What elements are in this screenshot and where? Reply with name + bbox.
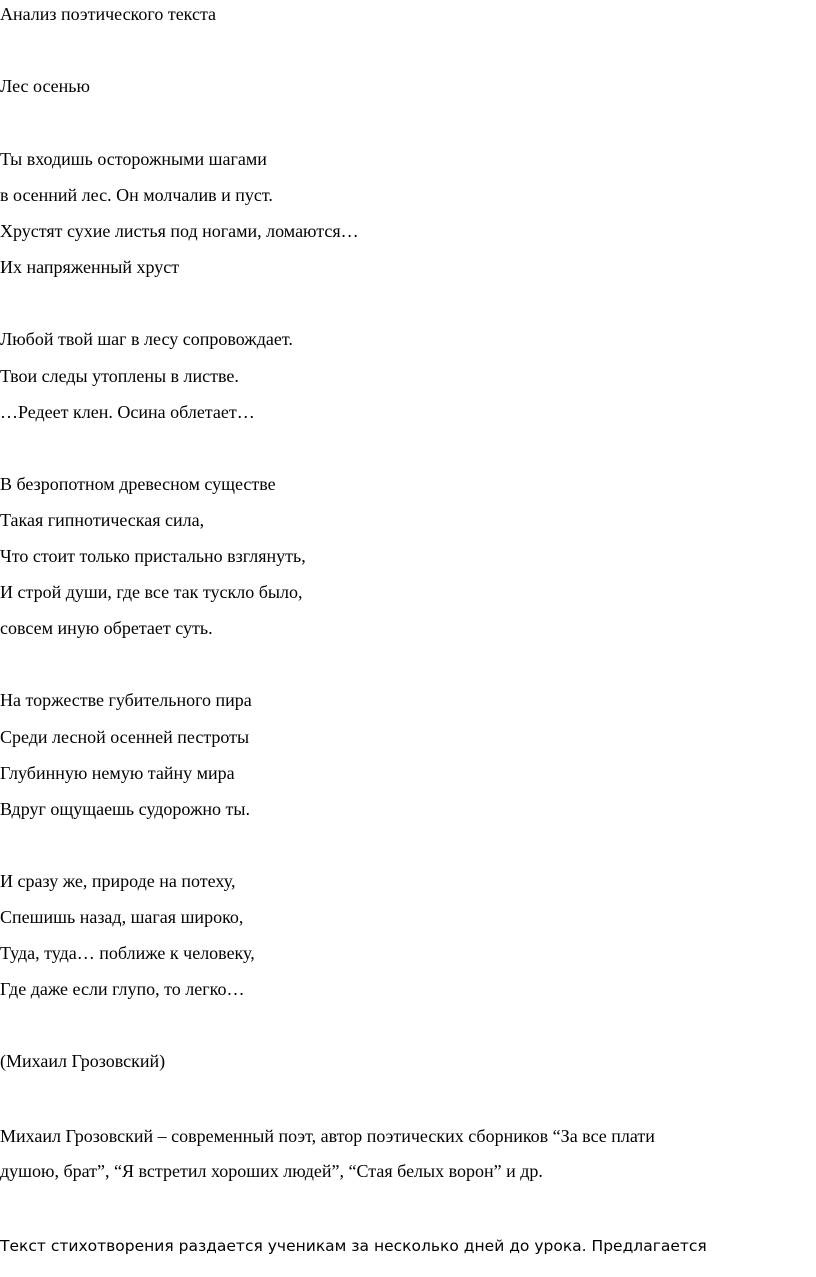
poem-line: Среди лесной осенней пестроты xyxy=(0,727,250,747)
footer-text: Текст стихотворения раздается ученикам за несколько дней до урока. Предлагается xyxy=(0,1237,707,1255)
poem-line: Глубинную немую тайну мира xyxy=(0,763,235,783)
bio-line: душою, брат”, “Я встретил хороших людей”, “Стая белых ворон” и др. xyxy=(0,1161,543,1181)
poem-line: Любой твой шаг в лесу сопровождает. xyxy=(0,329,293,349)
bio-line: Михаил Грозовский – современный поэт, автор поэтических сборников “За все плати xyxy=(0,1126,655,1146)
poem-line: На торжестве губительного пира xyxy=(0,690,252,710)
poem-line: в осенний лес. Он молчалив и пуст. xyxy=(0,185,273,205)
poem-attribution: (Михаил Грозовский) xyxy=(0,1051,166,1071)
poem-line: Хрустят сухие листья под ногами, ломаются… xyxy=(0,221,359,241)
poem-line: И строй души, где все так тускло было, xyxy=(0,582,303,602)
poem-line: И сразу же, природе на потеху, xyxy=(0,871,236,891)
poem-line: Спешишь назад, шагая широко, xyxy=(0,907,244,927)
poem-title: Лес осенью xyxy=(0,76,90,96)
poem-line: Твои следы утоплены в листве. xyxy=(0,366,239,386)
poem-line: Ты входишь осторожными шагами xyxy=(0,149,267,169)
poem-line: Туда, туда… поближе к человеку, xyxy=(0,943,255,963)
poem-line: совсем иную обретает суть. xyxy=(0,618,213,638)
poem-line: Их напряженный хруст xyxy=(0,257,180,277)
poem-line: В безропотном древесном существе xyxy=(0,474,276,494)
poem-line: Вдруг ощущаешь судорожно ты. xyxy=(0,799,250,819)
document-heading: Анализ поэтического текста xyxy=(0,4,217,24)
poem-line: Что стоит только пристально взглянуть, xyxy=(0,546,306,566)
poem-line: Такая гипнотическая сила, xyxy=(0,510,205,530)
poem-line: …Редеет клен. Осина облетает… xyxy=(0,402,255,422)
poem-line: Где даже если глупо, то легко… xyxy=(0,979,245,999)
